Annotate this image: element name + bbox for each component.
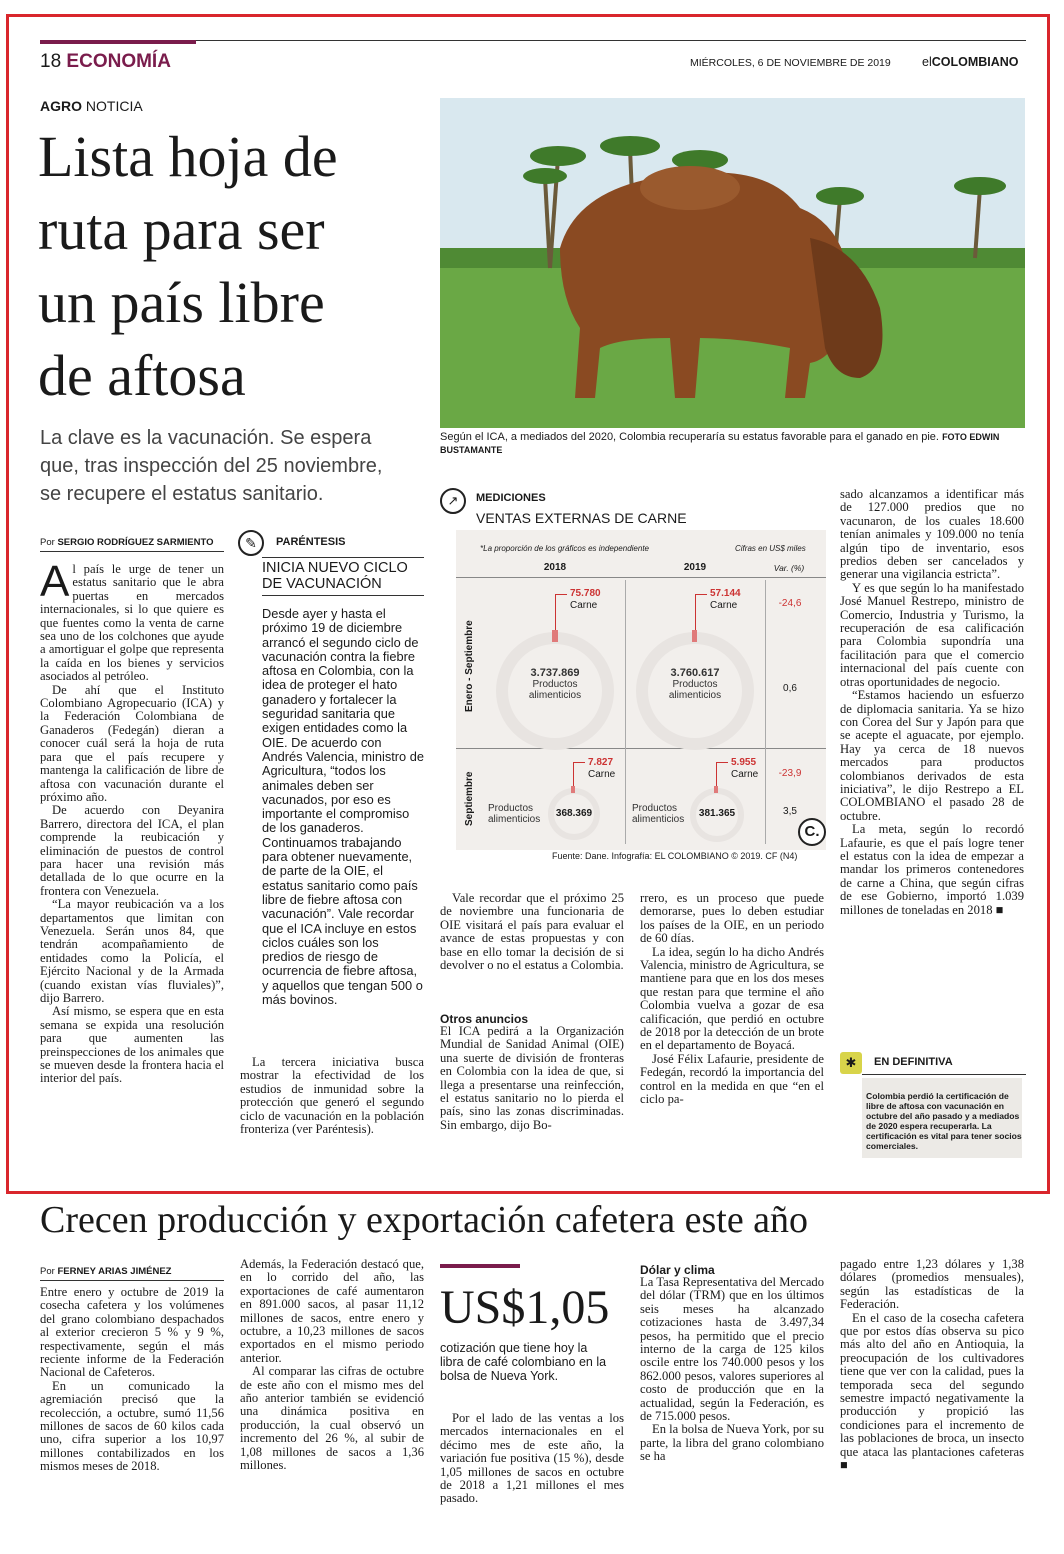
colombiano-c-icon: C.	[798, 818, 826, 846]
leader-line	[716, 762, 717, 786]
article2-headline: Crecen producción y exportación cafetera este año	[40, 1199, 809, 1241]
carne-value-2019-sep: 5.955	[731, 757, 757, 768]
section-accent-bar	[40, 40, 196, 44]
col-2018: 2018	[543, 562, 567, 573]
section-name: ECONOMÍA	[66, 51, 171, 72]
article2-col2: Además, la Federación destacó que, en lo corrido del año, las exportaciones de café aumentaron en 891.000 sacos, al pasar 11,12 millones de sacos, entre enero y octubre, a 10,23 millones de sacos exportados en el mismo periodo anterior. Al comparar las cifras de octubre de este año con el mismo mes del año anterior también se evidenció una dinámica positiva en producción, la cual observó un incremento del 26 %, al subir de 1,08 millones de sacos a 1,36 millones.	[240, 1257, 424, 1473]
carne-label: Carne	[570, 600, 598, 611]
article2-col4: La Tasa Representativa del Mercado del dólar (TRM) que en los últimos seis meses ha alcanzado cotizaciones hasta de 3.497,34 pesos, ha permitido que el precio interno de la carga de 125 kilos oscile entre los 740.000 pesos y los 862.000 pesos, valores superiores al costo de producción que en la actualidad, según la Federación, es de 715.000 pesos. En la bolsa de Nueva York, por su parte, la libra del grano colombiano se ha	[640, 1275, 824, 1464]
leader-line	[573, 762, 574, 786]
carne-value-2019-ene-sep: 57.144	[710, 588, 741, 599]
leader-line-h	[695, 594, 707, 595]
kicker: AGRO NOTICIA	[40, 98, 143, 114]
row-label-septiembre: Septiembre	[464, 771, 475, 826]
carne-label: Carne	[710, 600, 738, 611]
leader-line-h	[716, 762, 728, 763]
parentesis-text: Desde ayer y hasta el próximo 19 de diciembre arrancó el segundo ciclo de vacunación contra la fiebre aftosa en Colombia, con la idea de proteger el hato ganadero y fortalecer la seguridad sanitaria que exigen entidades como la OIE. De acuerdo con Andrés Valencia, ministro de Agricultura, “todos los animales deben ser vacunados, por eso es importante el compromiso de los ganaderos. Continuamos trabajando para obtener nuevamente, de parte de la OIE, el estatus sanitario como país libre de fiebre aftosa con vacunación”. Vale recordar que el ICA incluye en estos ciclos cuáles son los predios de riesgo de ocurrencia de fiebre aftosa, y aquellos que tengan 500 o más bovinos.	[262, 606, 424, 1008]
var-productos-sep: 3,5	[783, 806, 797, 817]
page-header	[40, 51, 171, 73]
article1-col1: Al país le urge de tener un estatus sanitario que le abra puertas en mercados internacionales, si lo que quiere es que fuentes como la venta de carne sea uno de los colchones que ayude a amortiguar el golpe que representa la caída en los bienes y servicios asociados al petróleo. De ahí que el Instituto Colombiano Agropecuario (ICA) y la Federación Colombiana de Ganaderos (Fedegán) dieran a conocer cuál será la hoja de ruta para que el país recupere y mantenga la calificación de libre de aftosa con vacunación durante el próximo año. De acuerdo con Deyanira Barrero, directora del ICA, el plan comprende la reubicación y eliminación de puestos de control para hacer una revisión más detallada de lo que ocurre en la frontera con Venezuela. “La mayor reubicación va a los departamentos que limitan con Venezuela. Serán unos 84, que tendrán acompañamiento de entidades como la Policía, el Ejército Nacional y de la Armada (cuando existan vías fluviales)”, dijo Barrero. Así mismo, se espera que en esta semana se expida una resolución para que aumenten las preinspecciones de los animales que se mueven desde la frontera hacia el interior del país.	[40, 557, 224, 1086]
puzzle-icon: ✱	[840, 1052, 862, 1074]
var-carne-ene-sep: -24,6	[778, 598, 802, 609]
parentesis-rule	[262, 557, 424, 558]
productos-2018-ene-sep: 3.737.869 Productos alimenticios	[528, 667, 582, 701]
article2-col1: Entre enero y octubre de 2019 la cosecha cafetera y los volúmenes del grano colombiano despachados al exterior crecieron 5 % y 9 %, respectivamente, según el más reciente informe de la Federación Nacional de Cafeteros. En un comunicado la agremiación precisó que la recolección, a octubre, sumó 11,56 millones de sacos de 60 kilos cada uno, cifra superior a los 10,97 millones contabilizados en los mismos meses de 2018.	[40, 1285, 224, 1474]
byline: Por SERGIO RODRÍGUEZ SARMIENTO	[40, 537, 224, 552]
row-label-enero-septiembre: Enero - Septiembre	[464, 620, 475, 712]
figure-value: US$1,05	[440, 1281, 610, 1334]
en-definitiva-rule	[862, 1074, 1026, 1075]
deck: La clave es la vacunación. Se espera que, tras inspección del 25 noviembre, se recupere el estatus sanitario.	[40, 427, 383, 505]
col-2019: 2019	[683, 562, 707, 573]
leader-line	[555, 594, 556, 630]
dolar-clima-heading: Dólar y clima	[640, 1263, 715, 1277]
productos-2019-ene-sep: 3.760.617 Productos alimenticios	[668, 667, 722, 701]
en-definitiva-text: Colombia perdió la certificación de libre de aftosa con vacunación en octubre del año pasado y a mediados de 2020 espera recuperarla. La certificación es vital para tener socios comerciales.	[866, 1091, 1022, 1151]
headline: Lista hoja de ruta para ser un país libre de aftosa	[38, 124, 338, 408]
productos-2018-sep: 368.369	[555, 808, 593, 819]
carne-value-2018-sep: 7.827	[588, 757, 614, 768]
chart-col-rule-1	[625, 580, 626, 844]
article2-col3: Por el lado de las ventas a los mercados internacionales en el décimo mes de este año, la variación fue positiva (15 %), desde 1,05 millones de sacos en octubre de 2018 a 1,21 millones el mes pasado.	[440, 1411, 624, 1506]
page-number: 18	[40, 51, 62, 72]
article1-col3: Vale recordar que el próximo 25 de noviembre una funcionaria de OIE visitará el país para evaluar el avance de estas propuestas y con base en ello tomar la decisión de si devolver o no el estatus a Colombia.	[440, 891, 624, 973]
cattle-illustration	[440, 98, 1025, 428]
chart-header-rule	[456, 577, 826, 578]
article2-col5: pagado entre 1,23 dólares y 1,38 dólares (promedios mensuales), según las estadísticas de la Federación. En el caso de la cosecha cafetera que por estos días observa su pico más alto del año en Antioquia, la preocupación de los cultivadores tiene que ver con la calidad, pues la temporada seca del segundo semestre impactó negativamente la producción y propició las condiciones para el incremento de las poblaciones de broca, un insecto que ataca las plantaciones cafeteras ■	[840, 1257, 1024, 1473]
carne-segment-2018-sep	[571, 786, 575, 793]
carne-value-2018-ene-sep: 75.780	[570, 588, 601, 599]
var-productos-ene-sep: 0,6	[783, 683, 797, 694]
leader-line-h	[573, 762, 585, 763]
article2-byline: Por FERNEY ARIAS JIMÉNEZ	[40, 1266, 224, 1281]
carne-label: Carne	[588, 769, 616, 780]
cattle-photo	[440, 98, 1025, 428]
carne-segment-2019-sep	[714, 786, 718, 793]
article1-col5: sado alcanzamos a identificar más de 127.000 predios que no vacunaron, de los cuales 18.600 tenían animales y 109.000 no tenía algún tipo de inventario, esos predios deben ser cancelados y generar una vigilancia estricta”. Y es que según lo ha manifestado José Manuel Restrepo, ministro de Comercio, Industria y Turismo, la recuperación de esa calificación para Colombia supondría una facilitación para que el comercio internacional del país cuente con otras oportunidades de negocio. “Estamos haciendo un esfuerzo de diplomacia sanitaria. Ya se hizo con Corea del Sur y Japón para que se acepte el aguacate, por ejemplo. Hay ya cerca de 18 nuevos mercados para productos colombianos derivados de esta iniciativa”, le dijo Restrepo a EL COLOMBIANO el pasado 28 de octubre. La meta, según lo recordó Lafaurie, es que el país logre tener el estatus con la idea de empezar a mandar los primeros contenedores de carne a China, que según cifras de ese Gobierno, importó 1.039 millones de toneladas en 2018 ■	[840, 487, 1024, 917]
parentesis-title: INICIA NUEVO CICLO DE VACUNACIÓN	[262, 560, 408, 592]
productos-label: Productos alimenticios	[488, 803, 541, 825]
chart-source: Fuente: Dane. Infografía: EL COLOMBIANO © 2019. CF (N4)	[552, 851, 798, 861]
parentesis-rule-2	[262, 595, 424, 596]
figure-caption: cotización que tiene hoy la libra de café colombiano en la bolsa de Nueva York.	[440, 1341, 607, 1383]
chart-title: VENTAS EXTERNAS DE CARNE	[476, 510, 687, 526]
chart-units: Cifras en US$ miles	[735, 544, 806, 553]
carne-segment-2018-ene-sep	[552, 630, 558, 642]
brand-logo: elCOLOMBIANO	[922, 55, 1019, 69]
article1-col2: La tercera iniciativa busca mostrar la efectividad de los estudios de inmunidad sobre la protección que generó el segundo ciclo de vacunación en la población fronteriza (ver Paréntesis).	[240, 1055, 424, 1137]
article1-col4: rrero, es un proceso que puede demorarse, pues lo deben estudiar los países de la OIE, en un periodo de 60 días. La idea, según lo ha dicho Andrés Valencia, ministro de Agricultura, se mantiene para que en los dos meses que restan para que termine el año Colombia vuelva a gozar de esa calificación, que perdió en octubre de 2018 por la detección de un brote en el departamento de Boyacá. José Félix Lafaurie, presidente de Fedegán, recordó la importancia del control en la medida en que “en el ciclo pa-	[640, 891, 824, 1107]
productos-label: Productos alimenticios	[632, 803, 685, 825]
pin-icon: ✎	[238, 530, 264, 556]
photo-caption: Según el ICA, a mediados del 2020, Colombia recuperaría su estatus favorable para el ganado en pie. FOTO EDWIN BUSTAMANTE	[440, 431, 1000, 455]
chart-col-rule-2	[765, 580, 766, 844]
figure-accent-bar	[440, 1264, 520, 1268]
carne-label: Carne	[731, 769, 759, 780]
issue-date: MIÉRCOLES, 6 DE NOVIEMBRE DE 2019	[690, 57, 891, 69]
en-definitiva-label: EN DEFINITIVA	[874, 1056, 953, 1068]
drop-cap: A	[40, 557, 70, 606]
article1-col3b: El ICA pedirá a la Organización Mundial de Sanidad Animal (OIE) una suerte de división de fronteras en Colombia con la idea de que, si llega a presentarse una reinfección, el estatus sanitario no lo pierda el país, sino las zonas discriminadas. Sin embargo, dijo Bo-	[440, 1024, 624, 1132]
otros-anuncios-heading: Otros anuncios	[440, 1012, 529, 1026]
chart-note: *La proporción de los gráficos es independiente	[480, 544, 650, 553]
chart-row-rule	[456, 748, 826, 749]
col-var: Var. (%)	[773, 563, 805, 573]
trend-icon: ↗	[440, 488, 466, 514]
leader-line	[695, 594, 696, 630]
chart-label: MEDICIONES	[476, 492, 546, 504]
productos-2019-sep: 381.365	[698, 808, 736, 819]
var-carne-sep: -23,9	[778, 768, 802, 779]
parentesis-label: PARÉNTESIS	[276, 536, 346, 548]
leader-line-h	[555, 594, 567, 595]
carne-segment-2019-ene-sep	[692, 630, 697, 642]
